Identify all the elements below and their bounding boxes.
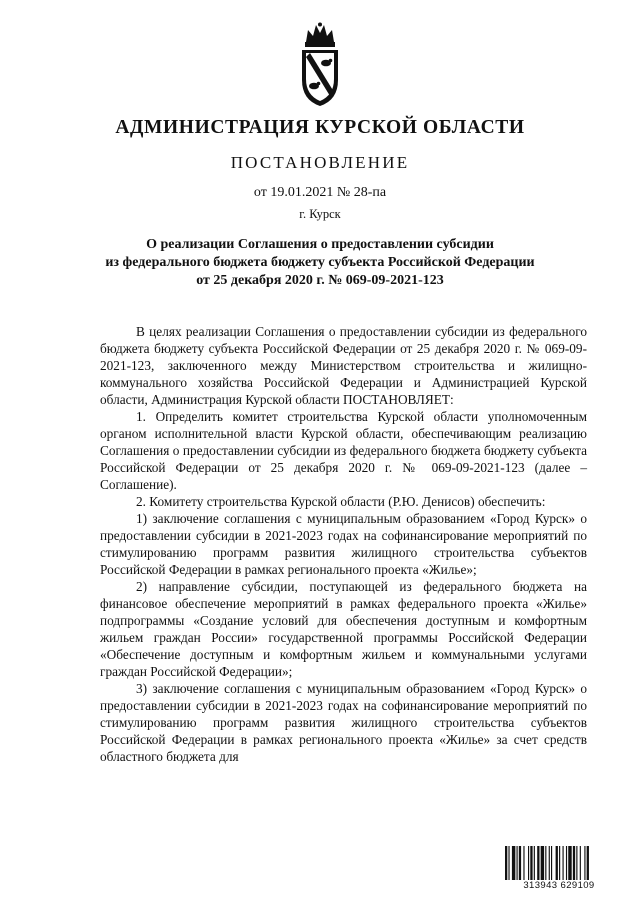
document-city: г. Курск xyxy=(299,207,341,221)
body-paragraph: 2) направление субсидии, поступающей из федерального бюджета на финансовое обеспечение мероприятий в рамках федерального проекта «Жилье» подпрограммы «Создание условий для обеспечения доступным и комфортным жильем граждан России» государственной программы Российской Федерации «Обеспечение доступным и комфортным жильем и коммунальными услугами граждан Российской Федерации»; xyxy=(100,579,587,679)
body-paragraph: В целях реализации Соглашения о предоставлении субсидии из федерального бюджета бюджету субъекта Российской Федерации от 25 декабря 2020 г. № 069-09-2021-123, заключенного между Министерством строительства и жилищно-коммунального хозяйства Российской Федерации и Администрацией Курской области, Администрация Курской области ПОСТАНОВЛЯЕТ: xyxy=(100,324,587,407)
title-line: из федерального бюджета бюджету субъекта Российской Федерации xyxy=(105,255,535,270)
document-date-number: от 19.01.2021 № 28-па xyxy=(253,185,387,200)
title-line: О реализации Соглашения о предоставлении субсидии xyxy=(146,237,494,252)
document-body xyxy=(100,323,587,765)
organization-name: АДМИНИСТРАЦИЯ КУРСКОЙ ОБЛАСТИ xyxy=(115,117,525,138)
document-type: ПОСТАНОВЛЕНИЕ xyxy=(230,153,410,172)
body-paragraph: 1. Определить комитет строительства Курской области уполномоченным органом исполнительной власти Курской области, обеспечивающим реализацию Соглашения о предоставлении субсидии из федерального бюджета бюджету субъекта Российской Федерации от 25 декабря 2020 г. № 069-09-2021-123 (далее – Соглашение). xyxy=(100,409,587,492)
document-title xyxy=(60,236,580,290)
barcode-number: 313943 629109 xyxy=(505,880,613,891)
body-paragraph: 3) заключение соглашения с муниципальным образованием «Город Курск» о предоставлении субсидии в 2021-2023 годах на софинансирование мероприятий по стимулированию программ развития жилищного строительства субъектов Российской Федерации в рамках регионального проекта «Жилье» за счет средств областного бюджета для xyxy=(100,681,587,764)
title-line: от 25 декабря 2020 г. № 069-09-2021-123 xyxy=(196,273,444,288)
body-paragraph: 2. Комитету строительства Курской области (Р.Ю. Денисов) обеспечить: xyxy=(136,494,546,509)
body-paragraph: 1) заключение соглашения с муниципальным образованием «Город Курск» о предоставлении субсидии в 2021-2023 годах на софинансирование мероприятий по стимулированию программ развития жилищного строительства субъектов Российской Федерации в рамках регионального проекта «Жилье»; xyxy=(100,511,587,577)
coat-of-arms-icon xyxy=(296,22,344,108)
